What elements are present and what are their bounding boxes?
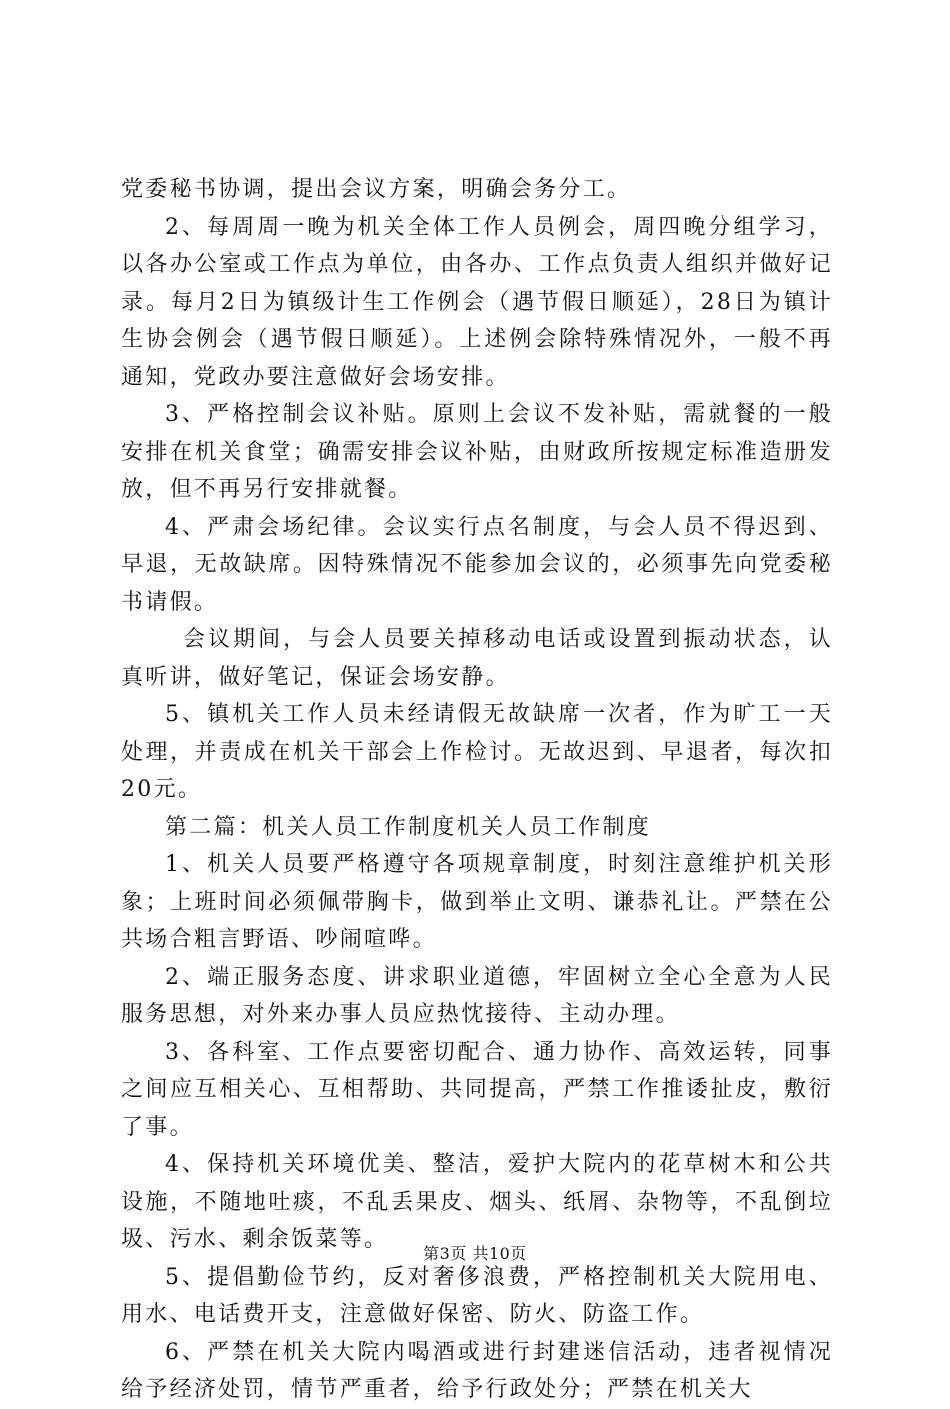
paragraph-rule-6: 6、严禁在机关大院内喝酒或进行封建迷信活动，违者视情况给予经济处罚，情节严重者，给予行政处分；严禁在机关大 <box>121 1339 833 1402</box>
paragraph-rule-1: 1、机关人员要严格遵守各项规章制度，时刻注意维护机关形象；上班时间必须佩带胸卡，做到举止文明、谦恭礼让。严禁在公共场合粗言野语、吵闹喧哗。 <box>121 852 833 952</box>
paragraph-meeting-period: 会议期间，与会人员要关掉移动电话或设置到振动状态，认真听讲，做好笔记，保证会场安静。 <box>121 627 833 690</box>
paragraph-item-5: 5、镇机关工作人员未经请假无故缺席一次者，作为旷工一天处理，并责成在机关干部会上作检讨。无故迟到、早退者，每次扣20元。 <box>121 702 833 802</box>
paragraph-rule-2: 2、端正服务态度、讲求职业道德，牢固树立全心全意为人民服务思想，对外来办事人员应热忱接待、主动办理。 <box>121 964 833 1027</box>
paragraph-rule-5: 5、提倡勤俭节约，反对奢侈浪费，严格控制机关大院用电、用水、电话费开支，注意做好保密、防火、防盗工作。 <box>121 1264 833 1327</box>
section-heading: 第二篇：机关人员工作制度机关人员工作制度 <box>165 814 652 840</box>
paragraph-rule-4: 4、保持机关环境优美、整洁，爱护大院内的花草树木和公共设施，不随地吐痰，不乱丢果皮、烟头、纸屑、杂物等，不乱倒垃圾、污水、剩余饭菜等。 <box>121 1152 833 1252</box>
document-body <box>121 171 833 1409</box>
paragraph-item-4: 4、严肃会场纪律。会议实行点名制度，与会人员不得迟到、早退，无故缺席。因特殊情况不能参加会议的，必须事先向党委秘书请假。 <box>121 514 833 615</box>
paragraph-continuation: 党委秘书协调，提出会议方案，明确会务分工。 <box>121 177 632 202</box>
paragraph-item-3: 3、严格控制会议补贴。原则上会议不发补贴，需就餐的一般安排在机关食堂；确需安排会议补贴，由财政所按规定标准造册发放，但不再另行安排就餐。 <box>121 402 833 502</box>
paragraph-rule-3: 3、各科室、工作点要密切配合、通力协作、高效运转，同事之间应互相关心、互相帮助、共同提高，严禁工作推诿扯皮，敷衍了事。 <box>121 1039 833 1140</box>
paragraph-item-2: 2、每周周一晚为机关全体工作人员例会，周四晚分组学习，以各办公室或工作点为单位，由各办、工作点负责人组织并做好记录。每月2日为镇级计生工作例会（遇节假日顺延），28日为镇计生协会例会（遇节假日顺延）。上述例会除特殊情况外，一般不再通知，党政办要注意做好会场安排。 <box>121 214 833 390</box>
page-number-footer: 第3页 共10页 <box>423 1244 527 1263</box>
